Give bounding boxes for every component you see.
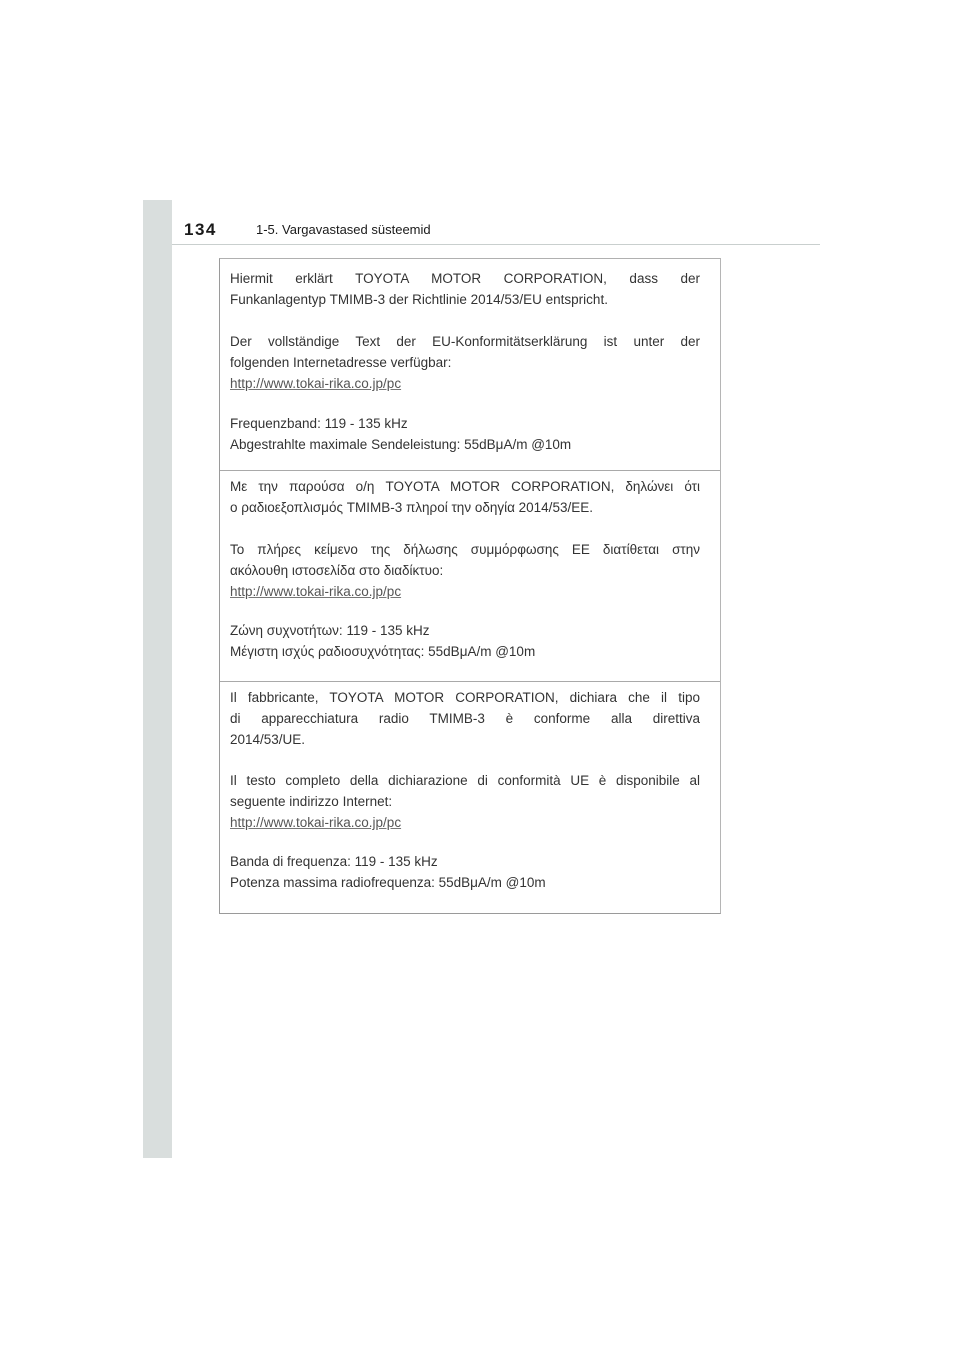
declaration-block-it xyxy=(220,681,720,914)
declaration-line: 2014/53/UE. xyxy=(230,732,306,747)
section-title: 1-5. Vargavastased süsteemid xyxy=(256,222,431,237)
tech-specs xyxy=(230,851,700,893)
max-power: Abgestrahlte maximale Sendeleistung: 55dBμA/m @10m xyxy=(230,437,572,452)
declaration-line: di apparecchiatura radio TMIMB-3 è conforme alla direttiva xyxy=(230,711,700,726)
frequency-band: Banda di frequenza: 119 - 135 kHz xyxy=(230,854,438,869)
max-power: Potenza massima radiofrequenza: 55dBμA/m @10m xyxy=(230,875,546,890)
url-link[interactable]: http://www.tokai-rika.co.jp/pc xyxy=(230,584,402,599)
fulltext-notice xyxy=(230,331,700,394)
page-number: 134 xyxy=(184,220,217,239)
fulltext-line: Der vollständige Text der EU-Konformitätserklärung ist unter der xyxy=(230,334,700,349)
declaration-text xyxy=(230,268,700,310)
fulltext-line: Il testo completo della dichiarazione di conformità UE è disponibile al xyxy=(230,773,700,788)
declaration-line: Με την παρούσα ο/η TOYOTA MOTOR CORPORATION, δηλώνει ότι xyxy=(230,479,700,494)
url-link[interactable]: http://www.tokai-rika.co.jp/pc xyxy=(230,376,402,391)
side-band xyxy=(143,200,172,1158)
frequency-band: Ζώνη συχνοτήτων: 119 - 135 kHz xyxy=(230,623,430,638)
frequency-band: Frequenzband: 119 - 135 kHz xyxy=(230,416,408,431)
fulltext-notice xyxy=(230,539,700,602)
tech-specs xyxy=(230,413,700,455)
declaration-block-el xyxy=(220,470,720,681)
fulltext-line: Το πλήρες κείμενο της δήλωσης συμμόρφωσης ΕΕ διατίθεται στην xyxy=(230,542,700,557)
fulltext-line: folgenden Internetadresse verfügbar: xyxy=(230,355,452,370)
declaration-line: ο ραδιοεξοπλισμός TMIMB-3 πληροί την οδηγία 2014/53/EE. xyxy=(230,500,593,515)
declaration-line: Il fabbricante, TOYOTA MOTOR CORPORATION, dichiara che il tipo xyxy=(230,690,700,705)
url-link[interactable]: http://www.tokai-rika.co.jp/pc xyxy=(230,815,402,830)
max-power: Μέγιστη ισχύς ραδιοσυχνότητας: 55dBμA/m @10m xyxy=(230,644,536,659)
declaration-frame xyxy=(219,258,721,914)
declaration-block-de xyxy=(220,259,720,469)
declaration-line: Funkanlagentyp TMIMB-3 der Richtlinie 2014/53/EU entspricht. xyxy=(230,292,608,307)
declaration-text xyxy=(230,476,700,518)
tech-specs xyxy=(230,620,700,662)
fulltext-line: seguente indirizzo Internet: xyxy=(230,794,393,809)
declaration-line: Hiermit erklärt TOYOTA MOTOR CORPORATION, dass der xyxy=(230,271,700,286)
declaration-text xyxy=(230,687,700,750)
header-divider xyxy=(172,244,820,245)
fulltext-notice xyxy=(230,770,700,833)
fulltext-line: ακόλουθη ιστοσελίδα στο διαδίκτυο: xyxy=(230,563,444,578)
page-header xyxy=(172,200,820,246)
